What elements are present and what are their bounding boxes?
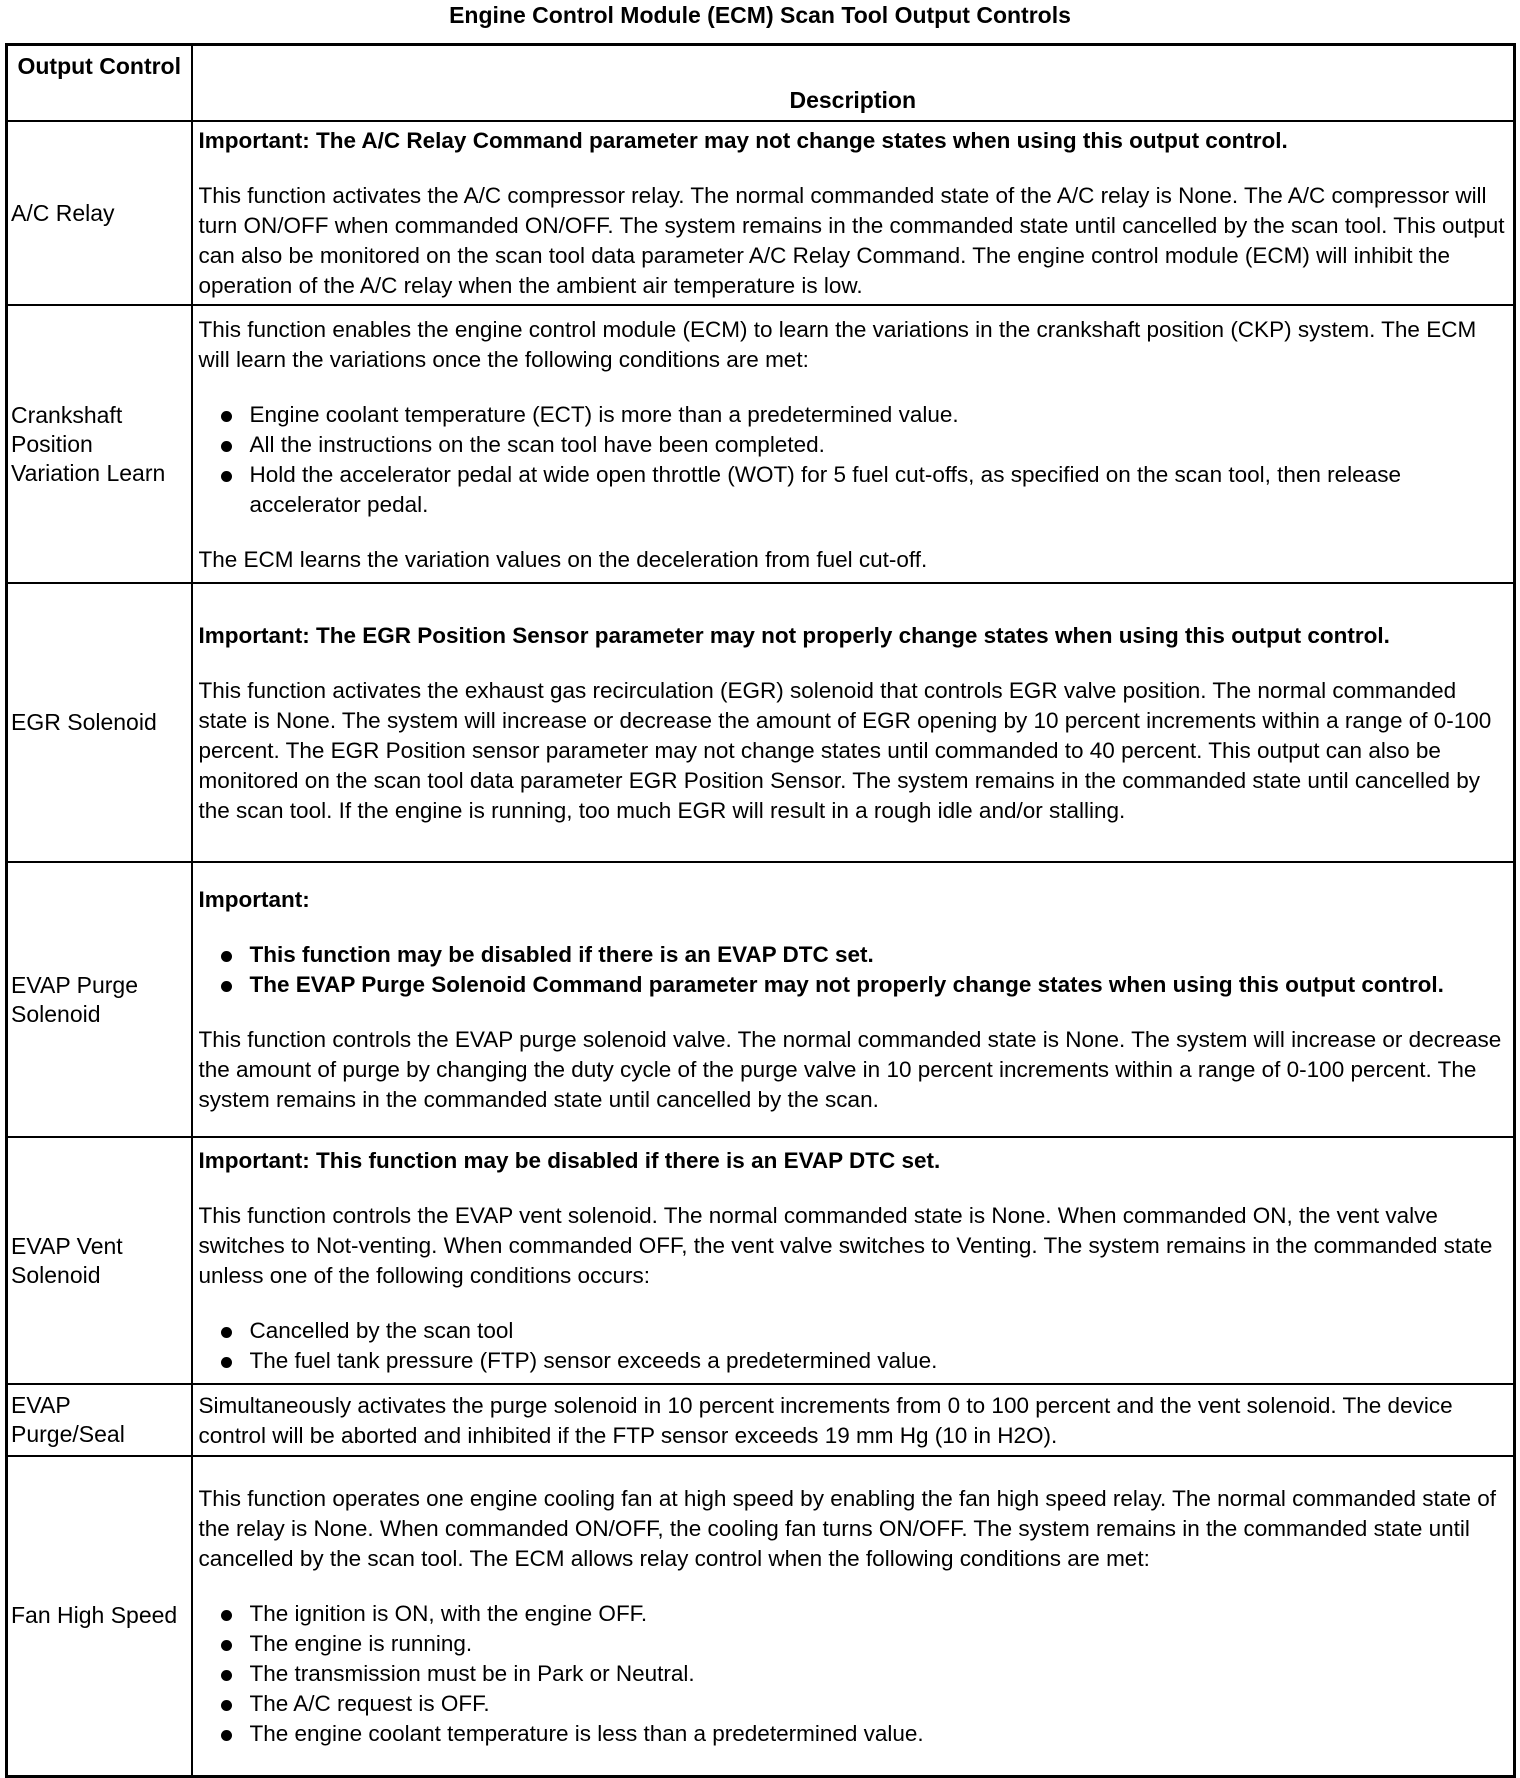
table-row bbox=[7, 121, 1515, 305]
list-item: Cancelled by the scan tool bbox=[199, 1316, 1508, 1346]
list-item: The A/C request is OFF. bbox=[199, 1689, 1508, 1719]
condition-list bbox=[199, 400, 1508, 520]
control-name: A/C Relay bbox=[7, 121, 192, 305]
bullet-icon bbox=[221, 1640, 232, 1651]
description-cell bbox=[192, 1137, 1515, 1384]
list-item: The engine coolant temperature is less than a predetermined value. bbox=[199, 1719, 1508, 1749]
bullet-icon bbox=[221, 1700, 232, 1711]
table-row bbox=[7, 1384, 1515, 1456]
description-text: This function operates one engine cooling fan at high speed by enabling the fan high speed relay. The normal commanded state of the relay is None. When commanded ON/OFF, the cooling fan turns ON/OFF. The system remains in the commanded state until cancelled by the scan tool. The ECM allows relay control when the following conditions are met: bbox=[198, 1485, 1497, 1571]
control-name: Fan High Speed bbox=[7, 1456, 192, 1776]
list-item: The transmission must be in Park or Neutral. bbox=[199, 1659, 1508, 1689]
important-note: Important: bbox=[198, 887, 310, 912]
description-footer: The ECM learns the variation values on the deceleration from fuel cut-off. bbox=[198, 546, 928, 572]
control-name: EGR Solenoid bbox=[7, 583, 192, 862]
control-name: EVAP Purge/Seal bbox=[7, 1384, 192, 1456]
list-item: The ignition is ON, with the engine OFF. bbox=[199, 1599, 1508, 1629]
description-text: This function enables the engine control module (ECM) to learn the variations in the crankshaft position (CKP) system. The ECM will learn the variations once the following conditions are met: bbox=[198, 316, 1477, 372]
output-controls-table bbox=[5, 43, 1516, 1778]
table-row bbox=[7, 1137, 1515, 1384]
description-cell bbox=[192, 121, 1515, 305]
bullet-icon bbox=[221, 951, 232, 962]
important-note: Important: This function may be disabled if there is an EVAP DTC set. bbox=[198, 1148, 941, 1173]
condition-list bbox=[199, 1599, 1508, 1749]
bullet-icon bbox=[221, 471, 232, 482]
table-row bbox=[7, 583, 1515, 862]
description-text: This function controls the EVAP vent solenoid. The normal commanded state is None. When commanded ON, the vent valve switches to Not-venting. When commanded OFF, the vent valve switches to Venting. The system remains in the commanded state unless one of the following conditions occurs: bbox=[198, 1203, 1493, 1288]
control-name: EVAP Vent Solenoid bbox=[7, 1137, 192, 1384]
list-item: The engine is running. bbox=[199, 1629, 1508, 1659]
list-item: Hold the accelerator pedal at wide open throttle (WOT) for 5 fuel cut-offs, as specified on the scan tool, then release accelerator pedal. bbox=[199, 460, 1508, 520]
table-header-row bbox=[7, 45, 1515, 122]
table-row bbox=[7, 305, 1515, 583]
control-name: Crankshaft Position Variation Learn bbox=[7, 305, 192, 583]
description-cell bbox=[192, 1384, 1515, 1456]
description-cell bbox=[192, 305, 1515, 583]
important-list bbox=[199, 940, 1508, 1000]
description-cell bbox=[192, 862, 1515, 1137]
description-text: This function activates the exhaust gas recirculation (EGR) solenoid that controls EGR valve position. The normal commanded state is None. The system will increase or decrease the amount of EGR opening by 10 percent increments within a range of 0-100 percent. The EGR Position sensor parameter may not change states until commanded to 40 percent. This output can also be monitored on the scan tool data parameter EGR Position Sensor. The system remains in the commanded state until cancelled by the scan tool. If the engine is running, too much EGR will result in a rough idle and/or stalling. bbox=[198, 677, 1492, 823]
list-item: The fuel tank pressure (FTP) sensor exceeds a predetermined value. bbox=[199, 1346, 1508, 1376]
bullet-icon bbox=[221, 411, 232, 422]
table-row bbox=[7, 862, 1515, 1137]
list-item: All the instructions on the scan tool have been completed. bbox=[199, 430, 1508, 460]
header-description: Description bbox=[192, 45, 1515, 122]
list-item: The EVAP Purge Solenoid Command parameter may not properly change states when using this output control. bbox=[199, 970, 1508, 1000]
description-text: Simultaneously activates the purge solenoid in 10 percent increments from 0 to 100 percent and the vent solenoid. The device control will be aborted and inhibited if the FTP sensor exceeds 19 mm Hg (10 in H2O). bbox=[198, 1392, 1453, 1448]
bullet-icon bbox=[221, 441, 232, 452]
bullet-icon bbox=[221, 1357, 232, 1368]
bullet-icon bbox=[221, 1730, 232, 1741]
header-output-control: Output Control bbox=[7, 45, 192, 122]
description-text: This function activates the A/C compressor relay. The normal commanded state of the A/C relay is None. The A/C compressor will turn ON/OFF when commanded ON/OFF. The system remains in the commanded state until cancelled by the scan tool. This output can also be monitored on the scan tool data parameter A/C Relay Command. The engine control module (ECM) will inhibit the operation of the A/C relay when the ambient air temperature is low. bbox=[198, 183, 1505, 298]
description-text: This function controls the EVAP purge solenoid valve. The normal commanded state is None. The system will increase or decrease the amount of purge by changing the duty cycle of the purge valve in 10 percent increments within a range of 0-100 percent. The system remains in the commanded state until cancelled by the scan. bbox=[198, 1027, 1502, 1112]
important-note: Important: The EGR Position Sensor parameter may not properly change states when using this output control. bbox=[198, 622, 1390, 648]
table-row bbox=[7, 1456, 1515, 1776]
bullet-icon bbox=[221, 981, 232, 992]
condition-list bbox=[199, 1316, 1508, 1376]
bullet-icon bbox=[221, 1327, 232, 1338]
description-cell bbox=[192, 1456, 1515, 1776]
list-item: This function may be disabled if there is an EVAP DTC set. bbox=[199, 940, 1508, 970]
bullet-icon bbox=[221, 1670, 232, 1681]
list-item: Engine coolant temperature (ECT) is more than a predetermined value. bbox=[199, 400, 1508, 430]
description-cell bbox=[192, 583, 1515, 862]
control-name: EVAP Purge Solenoid bbox=[7, 862, 192, 1137]
bullet-icon bbox=[221, 1610, 232, 1621]
important-note: Important: The A/C Relay Command parameter may not change states when using this output control. bbox=[198, 128, 1288, 153]
page-title: Engine Control Module (ECM) Scan Tool Output Controls bbox=[449, 2, 1071, 28]
